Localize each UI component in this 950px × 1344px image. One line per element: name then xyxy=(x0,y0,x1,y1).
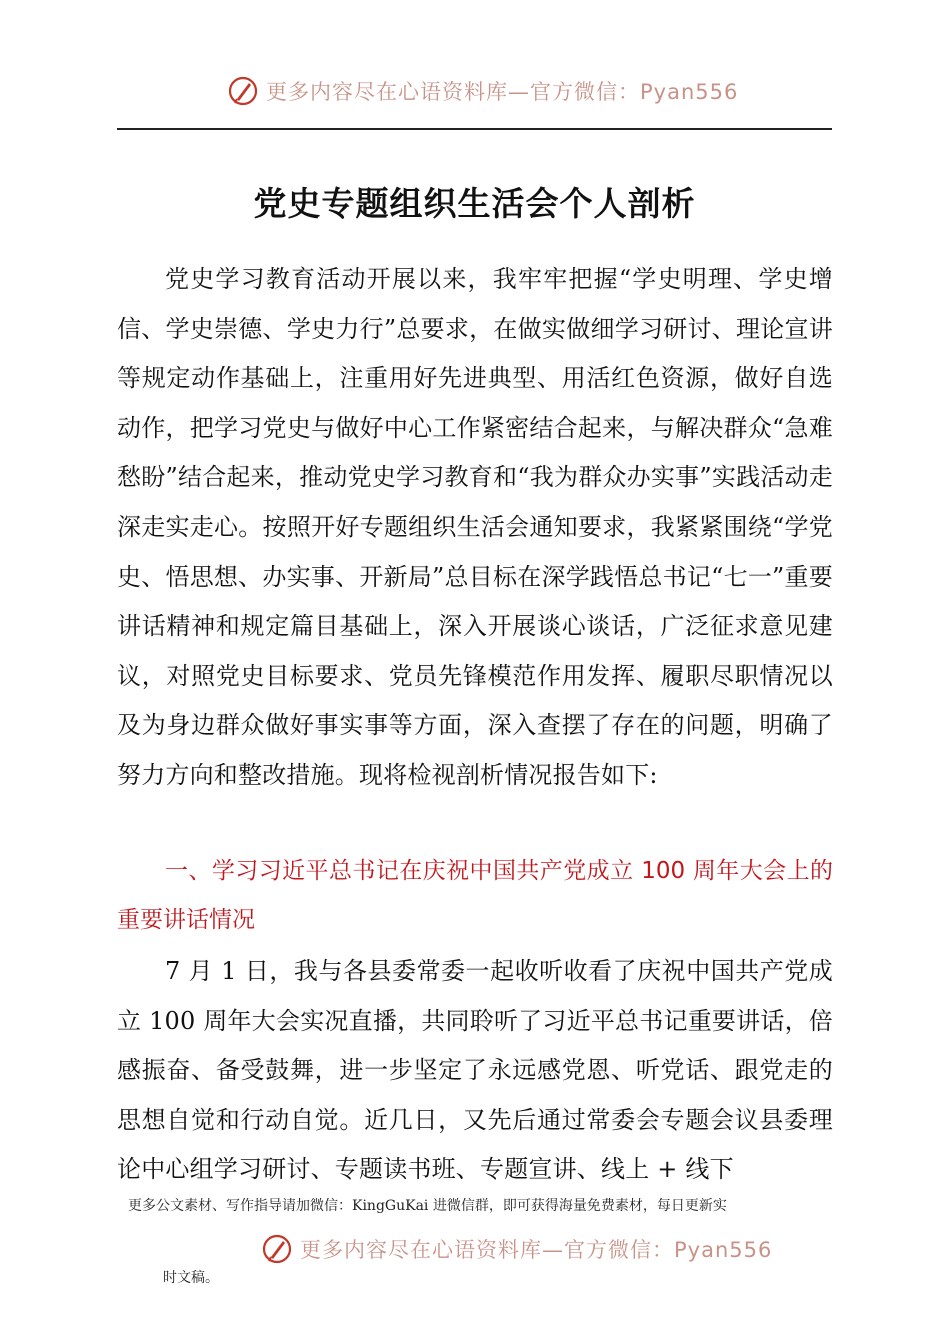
header-divider xyxy=(117,128,832,130)
section-heading-1: 一、学习习近平总书记在庆祝中国共产党成立 100 周年大会上的重要讲话情况 xyxy=(117,858,833,933)
quill-pen-logo-icon xyxy=(262,1234,292,1264)
body-paragraph-section-1: 7 月 1 日，我与各县委常委一起收听收看了庆祝中国共产党成立 100 周年大会实况直播，共同聆听了习近平总书记重要讲话，倍感振奋、备受鼓舞，进一步坚定了永远感党恩、听党话、跟党走的思想自觉和行动自觉。近几日，又先后通过常委会专题会议县委理论中心组学习研讨、专题读书班、专题宣讲、线上 + 线下 xyxy=(117,957,833,1184)
body-paragraph-intro: 党史学习教育活动开展以来，我牢牢把握“学史明理、学史增信、学史崇德、学史力行”总要求，在做实做细学习研讨、理论宣讲等规定动作基础上，注重用好先进典型、用活红色资源，做好自选动作，把学习党史与做好中心工作紧密结合起来，与解决群众“急难愁盼”结合起来，推动党史学习教育和“我为群众办实事”实践活动走深走实走心。按照开好专题组织生活会通知要求，我紧紧围绕“学党史、悟思想、办实事、开新局”总目标在深学践悟总书记“七一”重要讲话精神和规定篇目基础上，深入开展谈心谈话，广泛征求意见建议，对照党史目标要求、党员先锋模范作用发挥、履职尽职情况以及为身边群众做好事实事等方面，深入查摆了存在的问题，明确了努力方向和整改措施。现将检视剖析情况报告如下: xyxy=(117,265,833,789)
quill-pen-logo-icon xyxy=(228,76,258,106)
footer-note: 更多公文素材、写作指导请加微信：KingGuKai 进微信群，即可获得海量免费素材，每日更新实 xyxy=(128,1198,727,1214)
watermark-text: 更多内容尽在心语资料库—官方微信：Pyan556 xyxy=(266,80,739,104)
document-title: 党史专题组织生活会个人剖析 xyxy=(253,184,696,223)
footer-watermark xyxy=(262,1234,772,1264)
watermark-text: 更多内容尽在心语资料库—官方微信：Pyan556 xyxy=(300,1238,773,1262)
footer-note-continuation: 时文稿。 xyxy=(163,1270,219,1286)
header-watermark xyxy=(228,76,738,106)
